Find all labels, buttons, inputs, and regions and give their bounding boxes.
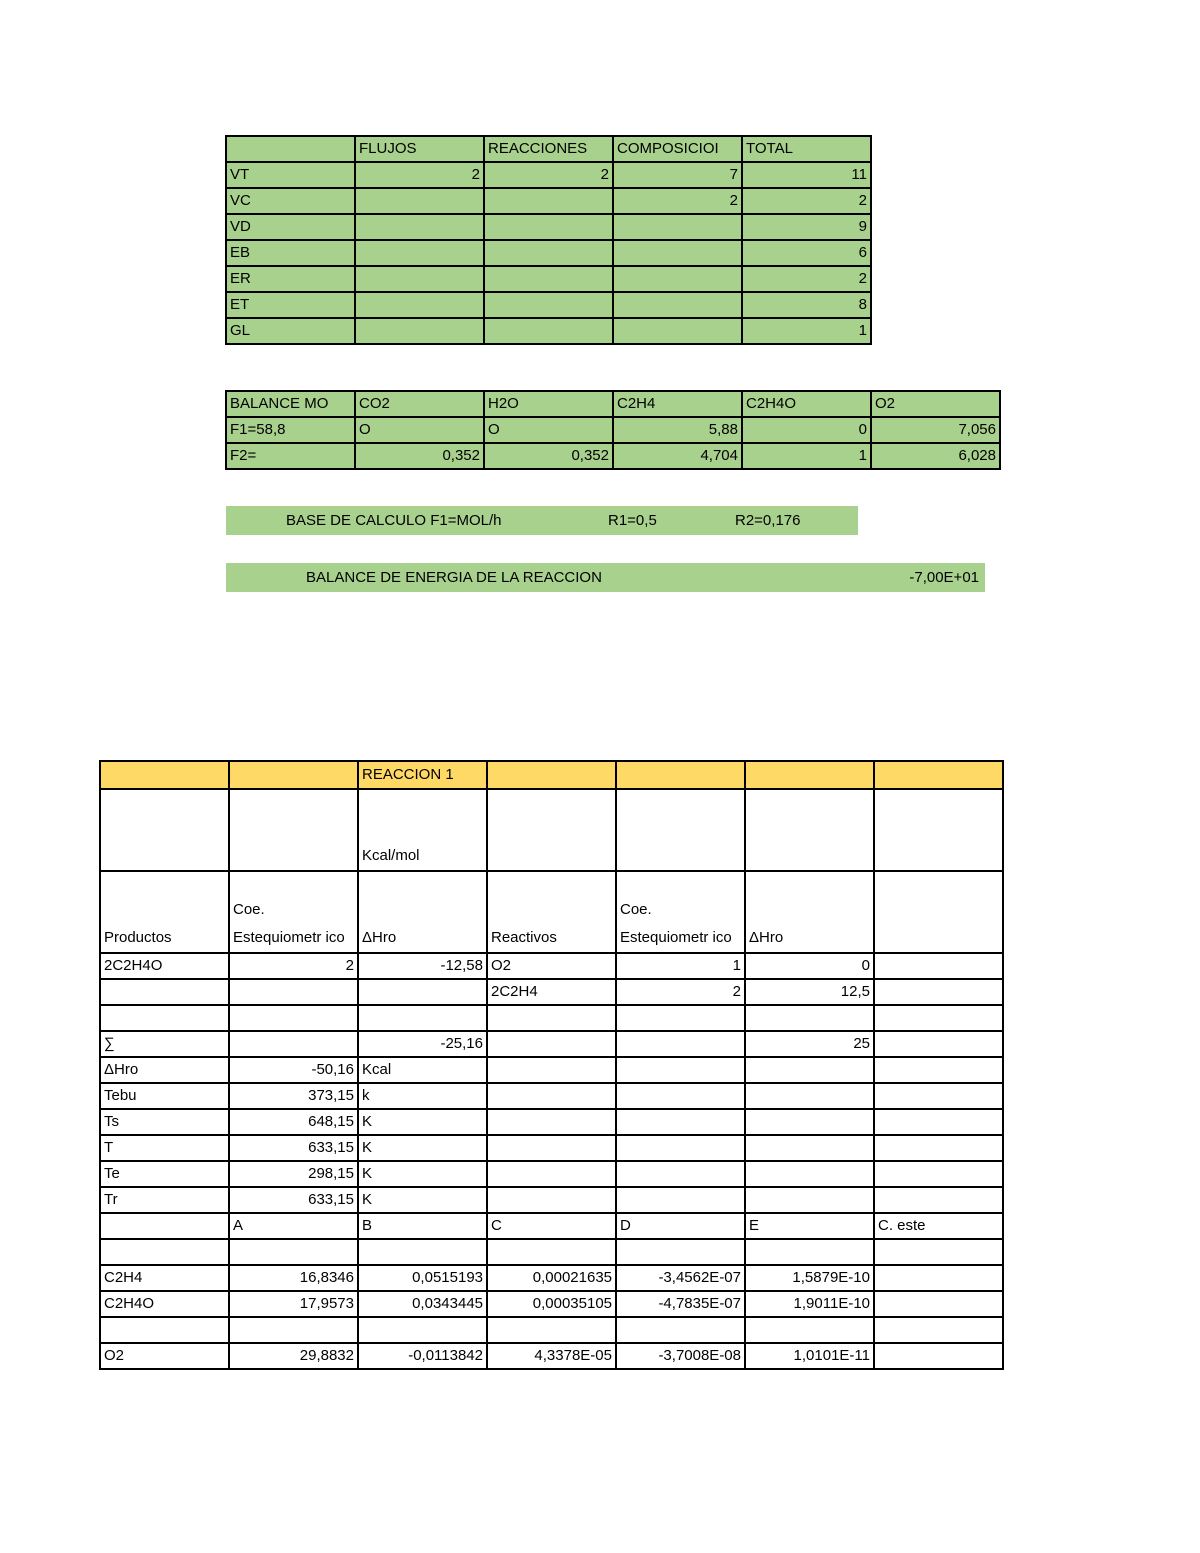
header-cell bbox=[226, 136, 355, 162]
cell: 16,8346 bbox=[229, 1265, 358, 1291]
cell: 648,15 bbox=[229, 1109, 358, 1135]
cell: 2 bbox=[229, 953, 358, 979]
cell bbox=[358, 1317, 487, 1343]
cell bbox=[229, 1005, 358, 1031]
table-row bbox=[100, 953, 1003, 979]
cell bbox=[358, 979, 487, 1005]
cell bbox=[616, 1005, 745, 1031]
cell bbox=[874, 1239, 1003, 1265]
cell bbox=[745, 1187, 874, 1213]
table-row bbox=[100, 1317, 1003, 1343]
table-row bbox=[100, 1187, 1003, 1213]
cell: O2 bbox=[100, 1343, 229, 1369]
flujos-table bbox=[225, 135, 872, 345]
cell bbox=[874, 1135, 1003, 1161]
table-row bbox=[226, 417, 1000, 443]
base-calculo-bar bbox=[226, 506, 858, 535]
cell bbox=[355, 188, 484, 214]
cell bbox=[616, 789, 745, 871]
cell bbox=[487, 1083, 616, 1109]
cell: Tr bbox=[100, 1187, 229, 1213]
reaccion-title-row bbox=[100, 761, 1003, 789]
header-cell: C2H4 bbox=[613, 391, 742, 417]
reaccion-title: REACCION 1 bbox=[358, 761, 487, 789]
cell bbox=[616, 1187, 745, 1213]
cell: 6,028 bbox=[871, 443, 1000, 469]
cell: -12,58 bbox=[358, 953, 487, 979]
cell: C. este bbox=[874, 1213, 1003, 1239]
table-row bbox=[100, 1291, 1003, 1317]
cell bbox=[745, 1005, 874, 1031]
cell bbox=[229, 1031, 358, 1057]
table-row bbox=[226, 240, 871, 266]
header-cell: CO2 bbox=[355, 391, 484, 417]
cell: O bbox=[484, 417, 613, 443]
table-row bbox=[100, 1265, 1003, 1291]
row-label: GL bbox=[226, 318, 355, 344]
header-cell: TOTAL bbox=[742, 136, 871, 162]
cell bbox=[487, 1135, 616, 1161]
cell: 7,056 bbox=[871, 417, 1000, 443]
cell bbox=[874, 1031, 1003, 1057]
cell bbox=[874, 789, 1003, 871]
table-row bbox=[100, 1005, 1003, 1031]
cell bbox=[616, 1317, 745, 1343]
cell bbox=[484, 188, 613, 214]
table-row bbox=[100, 1239, 1003, 1265]
cell: 12,5 bbox=[745, 979, 874, 1005]
row-label: VT bbox=[226, 162, 355, 188]
cell bbox=[874, 979, 1003, 1005]
balance-energia-value: -7,00E+01 bbox=[909, 569, 979, 586]
cell bbox=[100, 789, 229, 871]
cell: D bbox=[616, 1213, 745, 1239]
cell bbox=[487, 1031, 616, 1057]
table-row bbox=[226, 162, 871, 188]
cell: 0 bbox=[742, 417, 871, 443]
cell: 0,0515193 bbox=[358, 1265, 487, 1291]
cell: 25 bbox=[745, 1031, 874, 1057]
cell bbox=[229, 1317, 358, 1343]
cell bbox=[613, 318, 742, 344]
table-row bbox=[100, 1161, 1003, 1187]
cell bbox=[874, 1005, 1003, 1031]
table-row bbox=[226, 292, 871, 318]
cell: 1 bbox=[742, 443, 871, 469]
balance-energia-label: BALANCE DE ENERGIA DE LA REACCION bbox=[306, 569, 602, 586]
cell bbox=[100, 1239, 229, 1265]
header-cell bbox=[874, 871, 1003, 953]
cell: O bbox=[355, 417, 484, 443]
coef-header-row bbox=[100, 1213, 1003, 1239]
cell bbox=[487, 1109, 616, 1135]
cell bbox=[355, 266, 484, 292]
cell bbox=[100, 1317, 229, 1343]
header-cell: ΔHro bbox=[358, 871, 487, 953]
cell bbox=[487, 1005, 616, 1031]
cell bbox=[100, 1005, 229, 1031]
cell bbox=[484, 240, 613, 266]
header-cell: FLUJOS bbox=[355, 136, 484, 162]
cell bbox=[613, 292, 742, 318]
cell: E bbox=[745, 1213, 874, 1239]
cell bbox=[487, 1239, 616, 1265]
cell bbox=[616, 1239, 745, 1265]
cell: 0 bbox=[745, 953, 874, 979]
cell bbox=[745, 1083, 874, 1109]
row-label: EB bbox=[226, 240, 355, 266]
flujos-header-row bbox=[226, 136, 871, 162]
cell bbox=[874, 1109, 1003, 1135]
cell bbox=[745, 1057, 874, 1083]
balance-header-row bbox=[226, 391, 1000, 417]
cell: 2 bbox=[742, 188, 871, 214]
cell bbox=[745, 761, 874, 789]
header-cell: Productos bbox=[100, 871, 229, 953]
cell bbox=[355, 318, 484, 344]
cell: 0,00035105 bbox=[487, 1291, 616, 1317]
cell: K bbox=[358, 1161, 487, 1187]
cell: 1,5879E-10 bbox=[745, 1265, 874, 1291]
cell: 1,9011E-10 bbox=[745, 1291, 874, 1317]
cell: Kcal bbox=[358, 1057, 487, 1083]
cell: 0,00021635 bbox=[487, 1265, 616, 1291]
cell: 1 bbox=[616, 953, 745, 979]
cell bbox=[874, 1161, 1003, 1187]
cell bbox=[613, 266, 742, 292]
cell bbox=[616, 1083, 745, 1109]
cell bbox=[487, 789, 616, 871]
cell bbox=[745, 1161, 874, 1187]
cell: 5,88 bbox=[613, 417, 742, 443]
row-label: F2= bbox=[226, 443, 355, 469]
cell bbox=[487, 1317, 616, 1343]
cell: C2H4 bbox=[100, 1265, 229, 1291]
cell: K bbox=[358, 1187, 487, 1213]
cell bbox=[874, 1057, 1003, 1083]
row-label: ET bbox=[226, 292, 355, 318]
cell: 7 bbox=[613, 162, 742, 188]
cell: 4,704 bbox=[613, 443, 742, 469]
cell bbox=[745, 1135, 874, 1161]
cell bbox=[745, 789, 874, 871]
header-cell: Reactivos bbox=[487, 871, 616, 953]
balance-molar-table bbox=[225, 390, 1001, 470]
reaccion-table bbox=[99, 760, 1004, 1370]
cell bbox=[616, 1109, 745, 1135]
table-row bbox=[100, 1109, 1003, 1135]
cell: k bbox=[358, 1083, 487, 1109]
cell: 2 bbox=[616, 979, 745, 1005]
cell: 0,0343445 bbox=[358, 1291, 487, 1317]
cell bbox=[874, 953, 1003, 979]
header-cell: Coe. Estequiometr ico bbox=[229, 871, 358, 953]
table-row bbox=[226, 188, 871, 214]
cell: 9 bbox=[742, 214, 871, 240]
cell: 2 bbox=[613, 188, 742, 214]
table-row bbox=[100, 1135, 1003, 1161]
cell bbox=[100, 1213, 229, 1239]
cell: K bbox=[358, 1109, 487, 1135]
cell bbox=[874, 1265, 1003, 1291]
r2-value: R2=0,176 bbox=[735, 512, 801, 529]
cell: 8 bbox=[742, 292, 871, 318]
cell: ΔHro bbox=[100, 1057, 229, 1083]
cell bbox=[484, 292, 613, 318]
cell bbox=[229, 1239, 358, 1265]
header-cell: REACCIONES bbox=[484, 136, 613, 162]
row-label: VD bbox=[226, 214, 355, 240]
table-row bbox=[100, 1031, 1003, 1057]
cell bbox=[484, 266, 613, 292]
cell: -25,16 bbox=[358, 1031, 487, 1057]
cell: 1 bbox=[742, 318, 871, 344]
header-cell: COMPOSICIOI bbox=[613, 136, 742, 162]
cell bbox=[874, 761, 1003, 789]
table-row bbox=[226, 318, 871, 344]
cell: K bbox=[358, 1135, 487, 1161]
cell bbox=[355, 292, 484, 318]
cell bbox=[229, 979, 358, 1005]
cell bbox=[487, 761, 616, 789]
cell bbox=[616, 1135, 745, 1161]
cell: A bbox=[229, 1213, 358, 1239]
cell: 633,15 bbox=[229, 1135, 358, 1161]
cell bbox=[484, 214, 613, 240]
cell: -3,7008E-08 bbox=[616, 1343, 745, 1369]
cell bbox=[874, 1083, 1003, 1109]
cell: 2C2H4O bbox=[100, 953, 229, 979]
cell: 633,15 bbox=[229, 1187, 358, 1213]
r1-value: R1=0,5 bbox=[608, 512, 657, 529]
row-label: ER bbox=[226, 266, 355, 292]
cell bbox=[358, 1239, 487, 1265]
row-label: VC bbox=[226, 188, 355, 214]
cell bbox=[745, 1239, 874, 1265]
unit-row bbox=[100, 789, 1003, 871]
cell: -0,0113842 bbox=[358, 1343, 487, 1369]
row-label: F1=58,8 bbox=[226, 417, 355, 443]
cell bbox=[355, 240, 484, 266]
cell: Tebu bbox=[100, 1083, 229, 1109]
cell bbox=[616, 1031, 745, 1057]
cell bbox=[100, 979, 229, 1005]
cell: 4,3378E-05 bbox=[487, 1343, 616, 1369]
cell: -4,7835E-07 bbox=[616, 1291, 745, 1317]
header-cell: Coe. Estequiometr ico bbox=[616, 871, 745, 953]
cell bbox=[874, 1291, 1003, 1317]
cell bbox=[874, 1343, 1003, 1369]
cell bbox=[745, 1317, 874, 1343]
table-row bbox=[226, 266, 871, 292]
cell bbox=[358, 1005, 487, 1031]
cell: 0,352 bbox=[484, 443, 613, 469]
cell: -50,16 bbox=[229, 1057, 358, 1083]
cell: C2H4O bbox=[100, 1291, 229, 1317]
header-cell: BALANCE MO bbox=[226, 391, 355, 417]
cell: 17,9573 bbox=[229, 1291, 358, 1317]
cell: 1,0101E-11 bbox=[745, 1343, 874, 1369]
table-row bbox=[100, 979, 1003, 1005]
table-row bbox=[226, 214, 871, 240]
cell: 298,15 bbox=[229, 1161, 358, 1187]
cell: 0,352 bbox=[355, 443, 484, 469]
balance-energia-bar bbox=[226, 563, 985, 592]
cell: C bbox=[487, 1213, 616, 1239]
table-row bbox=[100, 1083, 1003, 1109]
base-calculo-label: BASE DE CALCULO F1=MOL/h bbox=[286, 512, 502, 529]
header-cell: C2H4O bbox=[742, 391, 871, 417]
cell bbox=[487, 1057, 616, 1083]
reaccion-header-row bbox=[100, 871, 1003, 953]
cell bbox=[487, 1161, 616, 1187]
cell bbox=[487, 1187, 616, 1213]
cell bbox=[616, 761, 745, 789]
cell: 2 bbox=[742, 266, 871, 292]
cell bbox=[616, 1161, 745, 1187]
cell: 2C2H4 bbox=[487, 979, 616, 1005]
cell: 373,15 bbox=[229, 1083, 358, 1109]
header-cell: ΔHro bbox=[745, 871, 874, 953]
cell bbox=[355, 214, 484, 240]
cell: -3,4562E-07 bbox=[616, 1265, 745, 1291]
cell bbox=[874, 1317, 1003, 1343]
header-cell: H2O bbox=[484, 391, 613, 417]
cell: ∑ bbox=[100, 1031, 229, 1057]
cell bbox=[874, 1187, 1003, 1213]
cell: 11 bbox=[742, 162, 871, 188]
cell bbox=[484, 318, 613, 344]
cell: 29,8832 bbox=[229, 1343, 358, 1369]
cell: T bbox=[100, 1135, 229, 1161]
table-row bbox=[226, 443, 1000, 469]
cell: B bbox=[358, 1213, 487, 1239]
cell: O2 bbox=[487, 953, 616, 979]
cell bbox=[613, 240, 742, 266]
cell: 2 bbox=[484, 162, 613, 188]
table-row bbox=[100, 1057, 1003, 1083]
cell bbox=[229, 761, 358, 789]
cell bbox=[229, 789, 358, 871]
cell bbox=[616, 1057, 745, 1083]
cell bbox=[100, 761, 229, 789]
cell bbox=[613, 214, 742, 240]
cell: Te bbox=[100, 1161, 229, 1187]
cell: 2 bbox=[355, 162, 484, 188]
unit-label: Kcal/mol bbox=[358, 789, 487, 871]
cell bbox=[745, 1109, 874, 1135]
header-cell: O2 bbox=[871, 391, 1000, 417]
table-row bbox=[100, 1343, 1003, 1369]
cell: Ts bbox=[100, 1109, 229, 1135]
cell: 6 bbox=[742, 240, 871, 266]
